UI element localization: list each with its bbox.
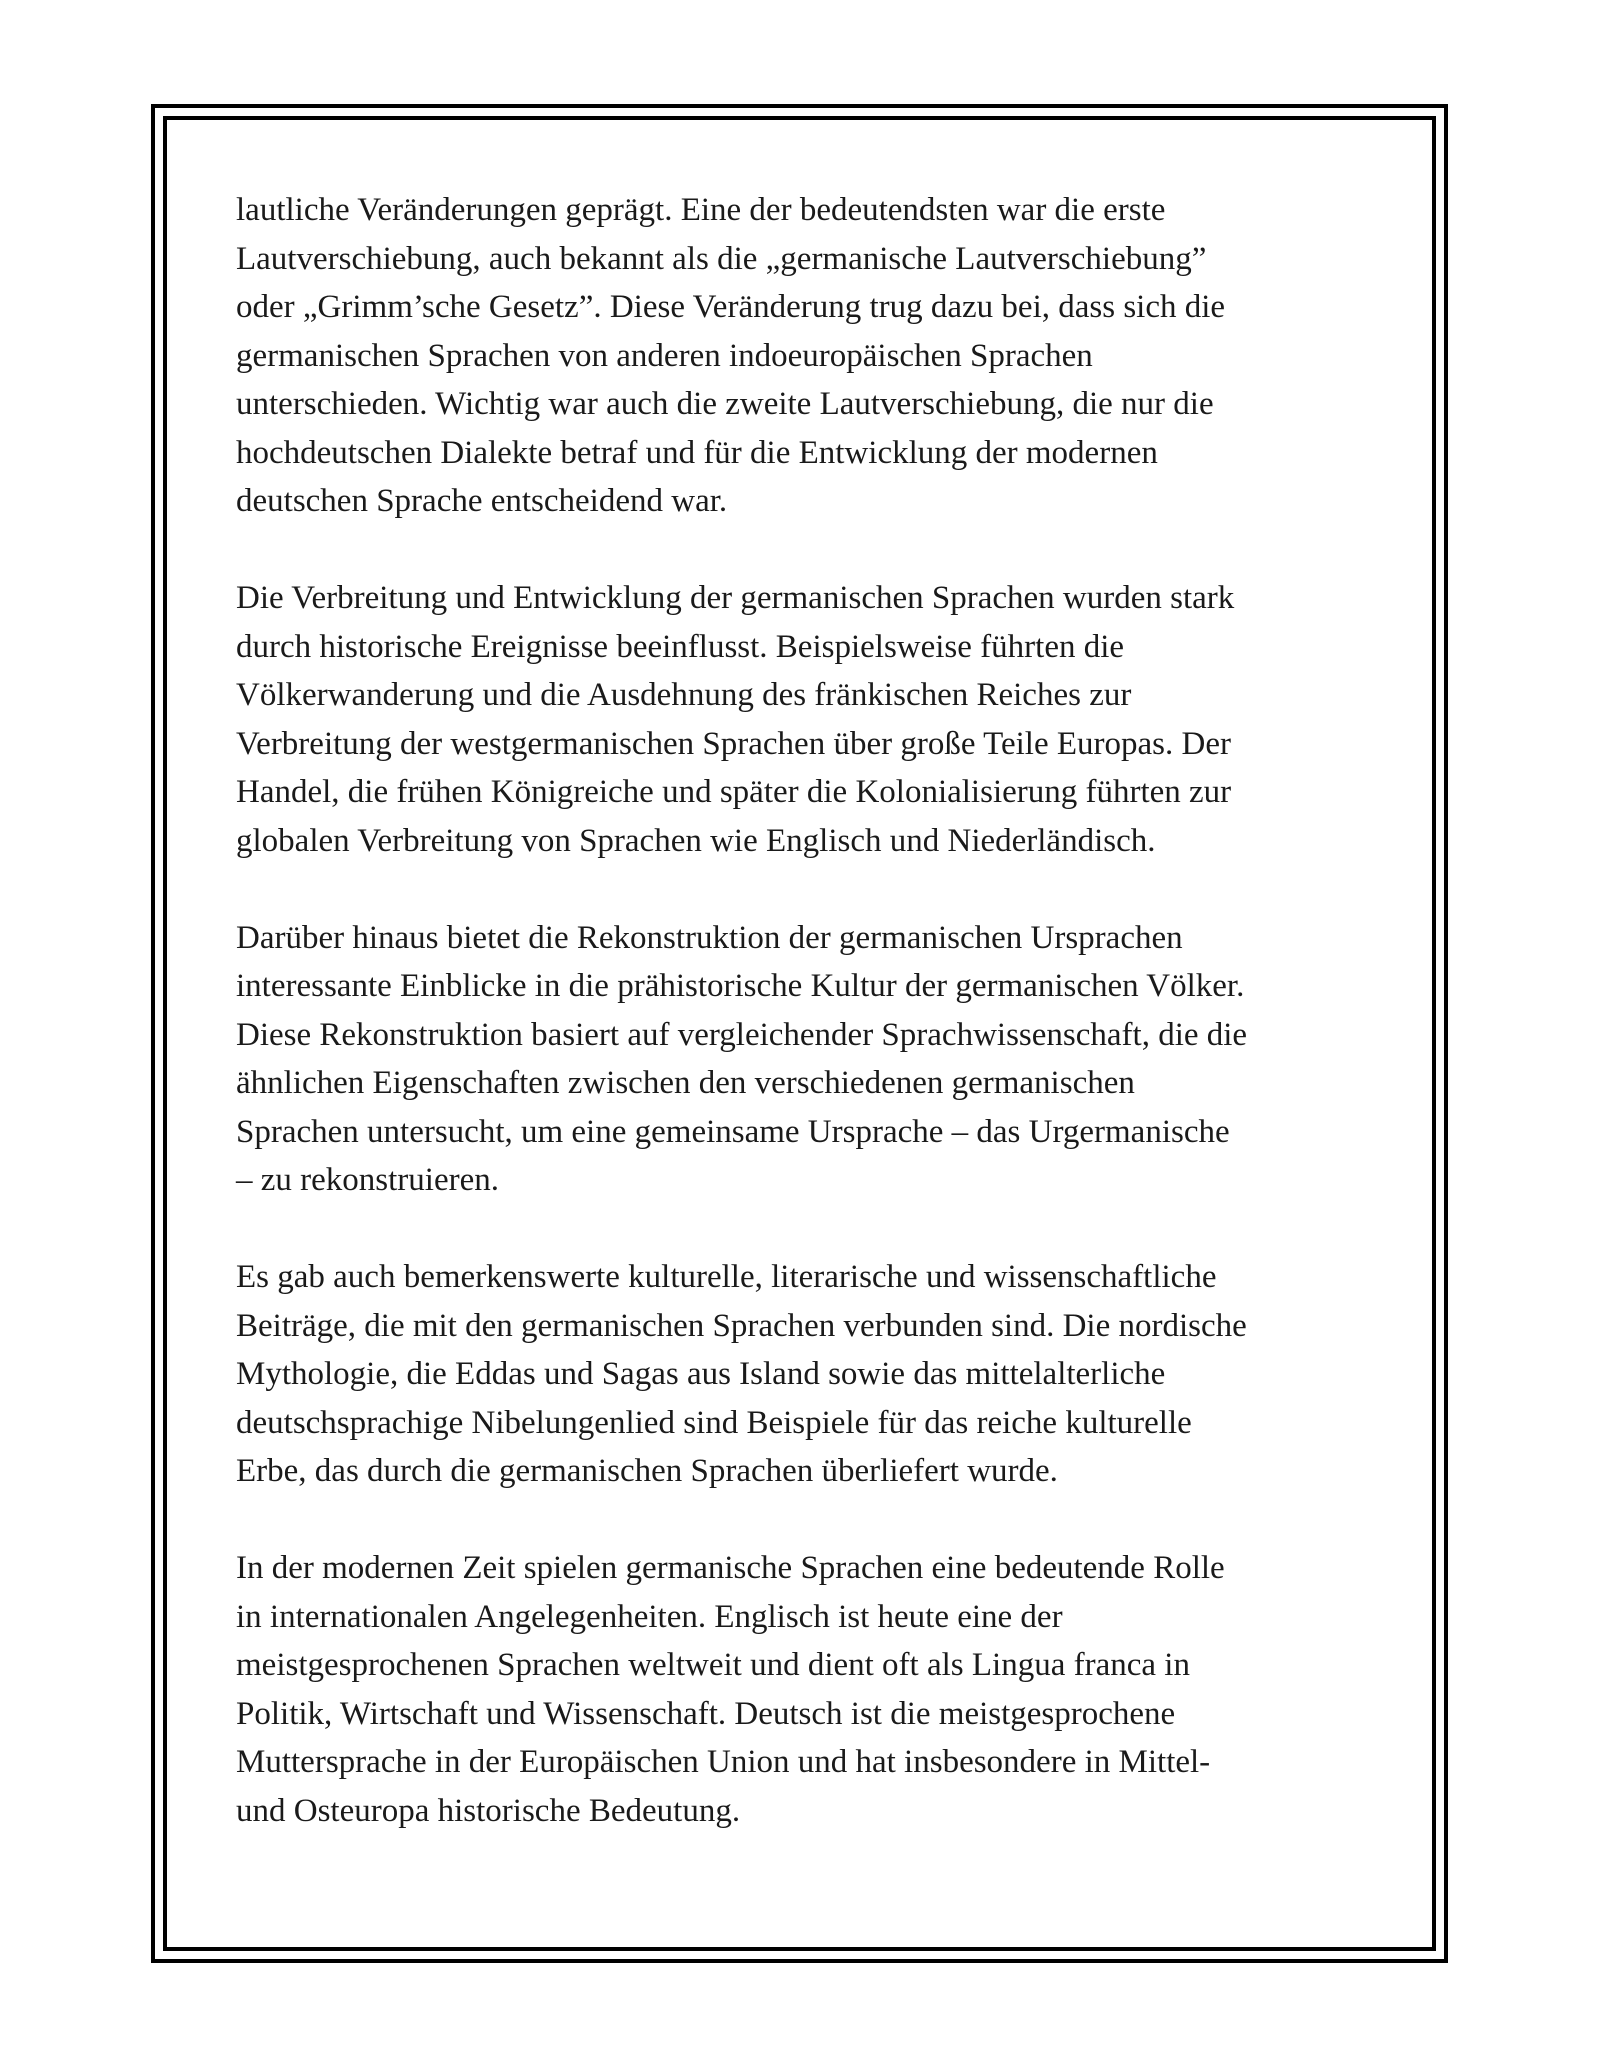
paragraph-spread (236, 574, 1376, 865)
text-line: unterschieden. Wichtig war auch die zweite Lautverschiebung, die nur die (236, 386, 1214, 422)
text-line: ähnlichen Eigenschaften zwischen den verschiedenen germanischen (236, 1065, 1135, 1101)
text-line: lautliche Veränderungen geprägt. Eine der bedeutendsten war die erste (236, 192, 1166, 228)
text-line: und Osteuropa historische Bedeutung. (236, 1792, 741, 1829)
text-line: deutschen Sprache entscheidend war. (236, 483, 728, 519)
text-line: meistgesprochenen Sprachen weltweit und dient oft als Lingua franca in (236, 1647, 1190, 1683)
text-line: Erbe, das durch die germanischen Sprachen überliefert wurde. (236, 1453, 1058, 1489)
text-line: durch historische Ereignisse beeinflusst. Beispielsweise führten die (236, 628, 1125, 665)
paragraph-sound-shifts (236, 186, 1376, 526)
text-line: Mythologie, die Eddas und Sagas aus Island sowie das mittelalterliche (236, 1356, 1166, 1392)
text-line: In der modernen Zeit spielen germanische Sprachen eine bedeutende Rolle (236, 1550, 1225, 1586)
text-line: Völkerwanderung und die Ausdehnung des fränkischen Reiches zur (236, 677, 1132, 713)
text-line: Handel, die frühen Königreiche und später die Kolonialisierung führten zur (236, 774, 1232, 810)
text-line: germanischen Sprachen von anderen indoeuropäischen Sprachen (236, 337, 1093, 374)
text-line: Es gab auch bemerkenswerte kulturelle, literarische und wissenschaftliche (236, 1259, 1217, 1295)
text-line: deutschsprachige Nibelungenlied sind Beispiele für das reiche kulturelle (236, 1404, 1192, 1441)
text-line: hochdeutschen Dialekte betraf und für die Entwicklung der modernen (236, 434, 1158, 471)
text-line: interessante Einblicke in die prähistorische Kultur der germanischen Völker. (236, 968, 1245, 1004)
text-line: Politik, Wirtschaft und Wissenschaft. Deutsch ist die meistgesprochene (236, 1695, 1176, 1732)
text-line: Muttersprache in der Europäischen Union und hat insbesondere in Mittel- (236, 1744, 1211, 1780)
text-line: oder „Grimm’sche Gesetz”. Diese Veränderung trug dazu bei, dass sich die (236, 289, 1226, 325)
text-line: globalen Verbreitung von Sprachen wie Englisch und Niederländisch. (236, 822, 1156, 859)
text-line: – zu rekonstruieren. (236, 1162, 499, 1198)
text-line: Sprachen untersucht, um eine gemeinsame Ursprache – das Urgermanische (236, 1113, 1230, 1150)
text-line: Verbreitung der westgermanischen Sprachen über große Teile Europas. Der (236, 725, 1231, 762)
paragraph-reconstruction (236, 914, 1376, 1205)
text-line: Die Verbreitung und Entwicklung der germanischen Sprachen wurden stark (236, 580, 1235, 616)
document-body (236, 186, 1376, 1884)
paragraph-modern-era (236, 1544, 1376, 1835)
text-line: Lautverschiebung, auch bekannt als die „germanische Lautverschiebung” (236, 240, 1207, 277)
text-line: Darüber hinaus bietet die Rekonstruktion der germanischen Ursprachen (236, 919, 1183, 956)
text-line: in internationalen Angelegenheiten. Englisch ist heute eine der (236, 1598, 1063, 1635)
text-line: Beiträge, die mit den germanischen Sprachen verbunden sind. Die nordische (236, 1307, 1247, 1344)
paragraph-cultural-contributions (236, 1253, 1376, 1496)
text-line: Diese Rekonstruktion basiert auf vergleichender Sprachwissenschaft, die die (236, 1016, 1248, 1053)
